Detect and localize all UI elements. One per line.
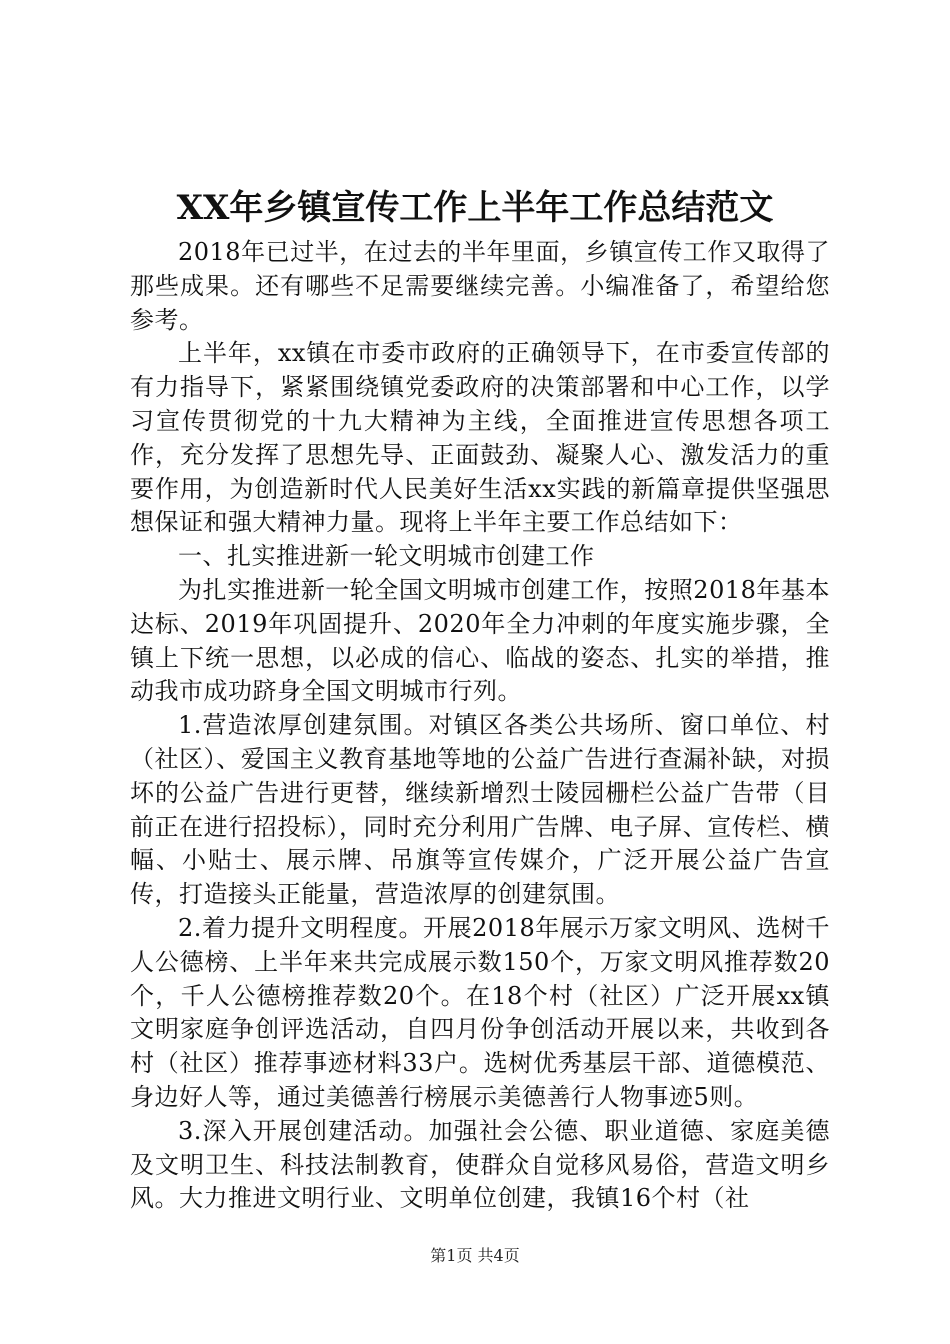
paragraph-overview: 上半年，xx镇在市委市政府的正确领导下，在市委宣传部的有力指导下，紧紧围绕镇党委政府的决策部署和中心工作，以学习宣传贯彻党的十九大精神为主线，全面推进宣传思想各项工作，充分发挥了思想先导、正面鼓劲、凝聚人心、激发活力的重要作用，为创造新时代人民美好生活xx实践的新篇章提供坚强思想保证和强大精神力量。现将上半年主要工作总结如下： [130,339,830,537]
paragraph-item-3: 3.深入开展创建活动。加强社会公德、职业道德、家庭美德及文明卫生、科技法制教育，使群众自觉移风易俗，营造文明乡风。大力推进文明行业、文明单位创建，我镇16个村（社 [130,1116,830,1213]
section-heading-1: 一、扎实推进新一轮文明城市创建工作 [178,542,595,571]
paragraph-item-1: 1.营造浓厚创建氛围。对镇区各类公共场所、窗口单位、村（社区）、爱国主义教育基地等地的公益广告进行查漏补缺，对损坏的公益广告进行更替，继续新增烈士陵园栅栏公益广告带（目前正在进行招投标），同时充分利用广告牌、电子屏、宣传栏、横幅、小贴士、展示牌、吊旗等宣传媒介，广泛开展公益广告宣传，打造接头正能量，营造浓厚的创建氛围。 [130,711,830,909]
page-number-footer: 第1页 共4页 [430,1246,520,1265]
paragraph-item-2: 2.着力提升文明程度。开展2018年展示万家文明风、选树千人公德榜、上半年来共完成展示数150个，万家文明风推荐数20个，千人公德榜推荐数20个。在18个村（社区）广泛开展xx镇文明家庭争创评选活动，自四月份争创活动开展以来，共收到各村（社区）推荐事迹材料33户。选树优秀基层干部、道德模范、身边好人等，通过美德善行榜展示美德善行人物事迹5则。 [130,913,830,1111]
document-title: XX年乡镇宣传工作上半年工作总结范文 [176,188,774,228]
paragraph-section-1: 为扎实推进新一轮全国文明城市创建工作，按照2018年基本达标、2019年巩固提升、2020年全力冲刺的年度实施步骤，全镇上下统一思想，以必成的信心、临战的姿态、扎实的举措，推动我市成功跻身全国文明城市行列。 [130,575,830,706]
document-body [130,236,830,1216]
paragraph-intro: 2018年已过半，在过去的半年里面，乡镇宣传工作又取得了那些成果。还有哪些不足需要继续完善。小编准备了，希望给您参考。 [130,238,830,334]
